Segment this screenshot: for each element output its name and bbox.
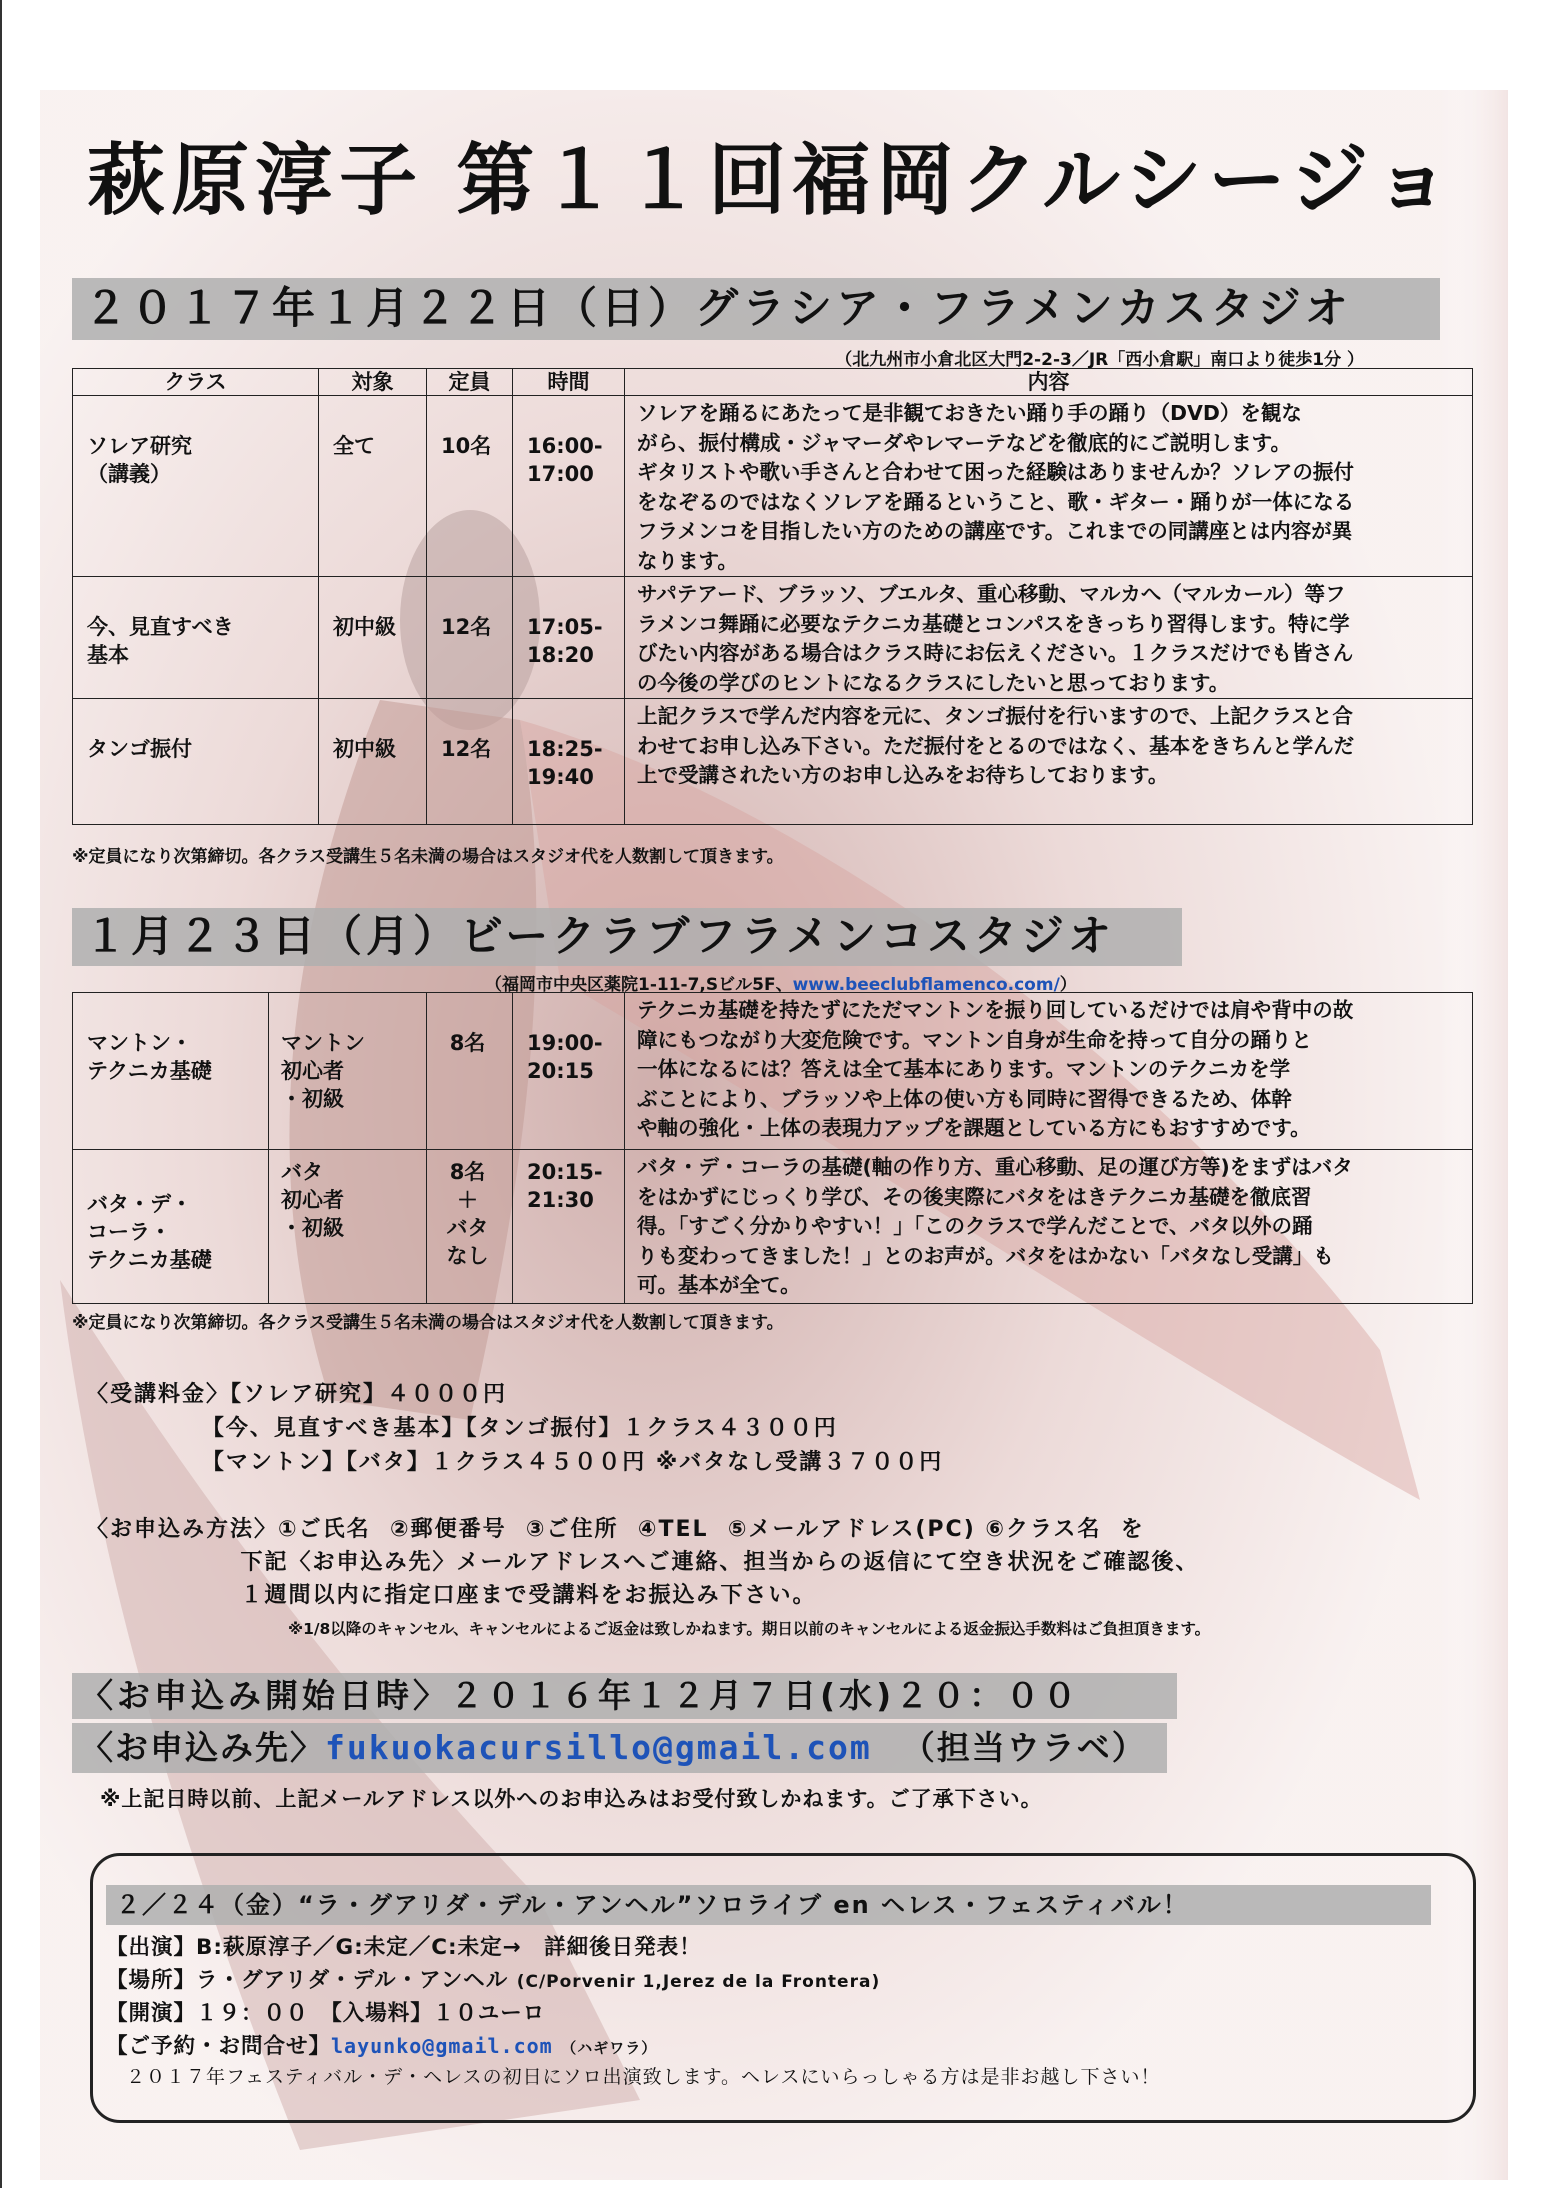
class-time: 19:00- 20:15 — [513, 993, 625, 1150]
class-target: 全て — [319, 396, 427, 577]
class-target: 初中級 — [319, 699, 427, 825]
class-name: マントン・ テクニカ基礎 — [73, 993, 269, 1150]
page-title: 萩原淳子 第１１回福岡クルシージョ — [87, 136, 1457, 226]
class-name: タンゴ振付 — [73, 699, 319, 825]
class-name: バタ・デ・ コーラ・ テクニカ基礎 — [73, 1150, 269, 1304]
day1-note: ※定員になり次第締切。各クラス受講生５名未満の場合はスタジオ代を人数割して頂きます。 — [72, 847, 784, 867]
application-destination: 〈お申込み先〉fukuokacursillo@gmail.com （担当ウラベ） — [72, 1723, 1167, 1773]
class-target: マントン 初心者 ・初級 — [269, 993, 427, 1150]
header-time: 時間 — [513, 369, 625, 396]
class-content: バタ・デ・コーラの基礎(軸の作り方、重心移動、足の運び方等)をまずはバタ をはかずにじっくり学び、その後実際にバタをはきテクニカ基礎を徹底習 得。「すごく分かりやすい！」「このクラスで学んだことで、バタ以外の踊 りも変わってきました！」とのお声が。バタをはかない「バタなし受講」も 可。基本が全て。 — [625, 1150, 1473, 1304]
class-target: 初中級 — [319, 577, 427, 699]
day2-address: （福岡市中央区薬院1-11-7,Sビル5F、www.beeclubflamenco.com/） — [485, 975, 1077, 995]
application-warning: ※上記日時以前、上記メールアドレス以外へのお申込みはお受付致しかねます。ご了承下さい。 — [100, 1787, 1043, 1811]
table-row — [73, 993, 1473, 1150]
application-method: 〈お申込み方法〉①ご氏名 ②郵便番号 ③ご住所 ④TEL ⑤メールアドレス(PC) ⑥クラス名 を 下記〈お申込み先〉メールアドレスへご連絡、担当からの返信にて空き状況をご確認後、 １週間以内に指定口座まで受講料をお振込み下さい。 — [86, 1517, 1200, 1608]
event-message: ２０１７年フェスティバル・デ・ヘレスの初日にソロ出演致します。ヘレスにいらっしゃる方は是非お越し下さい！ — [126, 2066, 1161, 2088]
header-capacity: 定員 — [427, 369, 513, 396]
class-content: サパテアード、ブラッソ、ブエルタ、重心移動、マルカへ（マルカール）等フ ラメンコ舞踊に必要なテクニカ基礎とコンパスをきっちり習得します。特に学 びたい内容がある場合はクラス時にお伝えください。１クラスだけでも皆さん の今後の学びのヒントになるクラスにしたいと思っております。 — [625, 577, 1473, 699]
class-content: ソレアを踊るにあたって是非観ておきたい踊り手の踊り（DVD）を観な がら、振付構成・ジャマーダやレマーテなどを徹底的にご説明します。 ギタリストや歌い手さんと合わせて困った経験はありませんか？ソレアの振付 をなぞるのではなくソレアを踊るということ、歌・ギター・踊りが一体になる フラメンコを目指したい方のための講座です。これまでの同講座とは内容が異 なります。 — [625, 396, 1473, 577]
studio-website-link[interactable]: www.beeclubflamenco.com/ — [792, 975, 1060, 995]
class-target: バタ 初心者 ・初級 — [269, 1150, 427, 1304]
day1-banner: ２０１７年１月２２日（日）グラシア・フラメンカスタジオ — [72, 278, 1440, 340]
event-start-and-fee: 【開演】１９：００ 【入場料】１０ユーロ — [106, 2001, 546, 2026]
event-venue: 【場所】ラ・グアリダ・デル・アンヘル (C/Porvenir 1,Jerez de la Frontera) — [106, 1968, 881, 1993]
cancel-policy-note: ※1/8以降のキャンセル、キャンセルによるご返金は致しかねます。期日以前のキャンセルによる返金振込手数料はご負担頂きます。 — [288, 1620, 1211, 1638]
table-row — [73, 1150, 1473, 1304]
class-content: 上記クラスで学んだ内容を元に、タンゴ振付を行いますので、上記クラスと合 わせてお申し込み下さい。ただ振付をとるのではなく、基本をきちんと学んだ 上で受講されたい方のお申し込みをお待ちしております。 — [625, 699, 1473, 825]
header-class: クラス — [73, 369, 319, 396]
class-capacity: 12名 — [427, 577, 513, 699]
header-content: 内容 — [625, 369, 1473, 396]
table-row — [73, 396, 1473, 577]
table-row — [73, 699, 1473, 825]
table-header-row — [73, 369, 1473, 396]
application-start-datetime: 〈お申込み開始日時〉２０１６年１２月７日(水)２０：００ — [72, 1673, 1177, 1719]
page-left-border — [0, 0, 2, 2188]
class-name: 今、見直すべき 基本 — [73, 577, 319, 699]
class-capacity: 12名 — [427, 699, 513, 825]
day2-note: ※定員になり次第締切。各クラス受講生５名未満の場合はスタジオ代を人数割して頂きます。 — [72, 1313, 784, 1333]
fees-section: 〈受講料金〉【ソレア研究】４０００円 【今、見直すべき基本】【タンゴ振付】１クラス４３００円 【マントン】【バタ】１クラス４５００円 ※バタなし受講３７００円 — [86, 1382, 944, 1475]
class-capacity: 10名 — [427, 396, 513, 577]
day2-banner: １月２３日（月）ビークラブフラメンコスタジオ — [72, 908, 1182, 966]
class-content: テクニカ基礎を持たずにただマントンを振り回しているだけでは肩や背中の故 障にもつながり大変危険です。マントン自身が生命を持って自分の踊りと 一体になるには？答えは全て基本にあります。マントンのテクニカを学 ぶことにより、ブラッソや上体の使い方も同時に習得できるため、体幹 や軸の強化・上体の表現力アップを課題としている方にもおすすめです。 — [625, 993, 1473, 1150]
class-name: ソレア研究 （講義） — [73, 396, 319, 577]
reservation-email-link[interactable]: layunko@gmail.com — [331, 2034, 553, 2058]
class-time: 17:05- 18:20 — [513, 577, 625, 699]
class-capacity: 8名 ＋ バタ なし — [427, 1150, 513, 1304]
event-reservation: 【ご予約・お問合せ】layunko@gmail.com （ハギワラ） — [106, 2034, 658, 2059]
day2-schedule-table — [72, 992, 1473, 1304]
header-target: 対象 — [319, 369, 427, 396]
event-title: ２／２４（金）“ラ・グアリダ・デル・アンヘル”ソロライブ en ヘレス・フェスティバル！ — [106, 1885, 1431, 1925]
class-time: 20:15- 21:30 — [513, 1150, 625, 1304]
table-row — [73, 577, 1473, 699]
day1-address: （北九州市小倉北区大門2-2-3／JR「西小倉駅」南口より徒歩1分 ） — [835, 350, 1364, 370]
event-performers: 【出演】B:萩原淳子／G:未定／C:未定→ 詳細後日発表！ — [106, 1935, 702, 1960]
application-email-link[interactable]: fukuokacursillo@gmail.com — [325, 1728, 872, 1767]
day1-schedule-table — [72, 368, 1473, 825]
class-time: 18:25- 19:40 — [513, 699, 625, 825]
class-capacity: 8名 — [427, 993, 513, 1150]
class-time: 16:00- 17:00 — [513, 396, 625, 577]
